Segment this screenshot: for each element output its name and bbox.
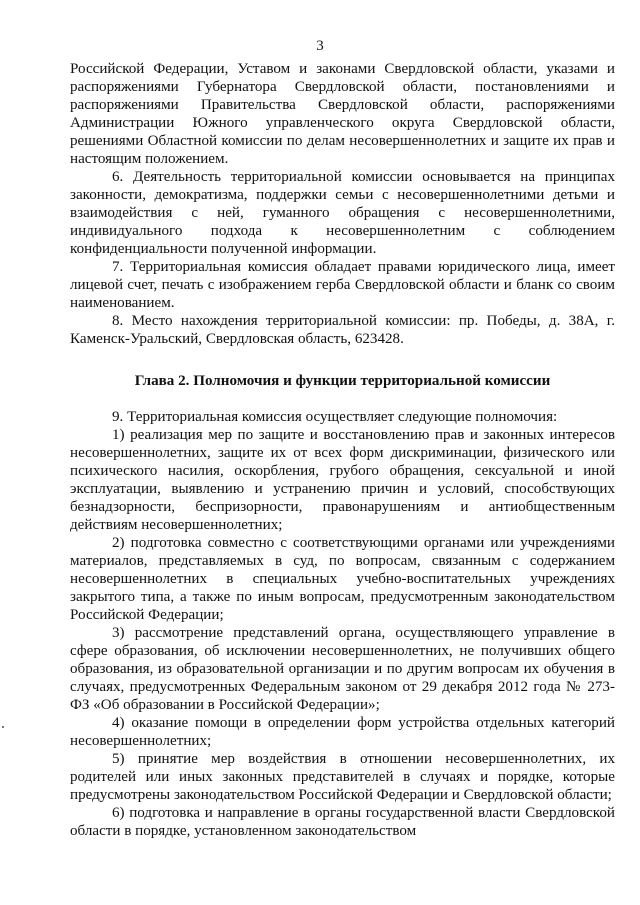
page-number: 3 [316,38,324,54]
clause-8: 8. Место нахождения территориальной комиссии: пр. Победы, д. 38А, г. Каменск-Уральский, Свердловская область, 623428. [70,313,615,347]
clause-7: 7. Территориальная комиссия обладает правами юридического лица, имеет лицевой счет, печать с изображением герба Свердловской области и бланк со своим наименованием. [70,259,615,311]
power-item-3: 3) рассмотрение представлений органа, осуществляющего управление в сфере образования, об исключении несовершеннолетних, не получивших общего образования, из образовательной организации и по другим вопросам их обучения в случаях, предусмотренных Федеральным законом от 29 декабря 2012 года № 273-ФЗ «Об образовании в Российской Федерации»; [70,625,615,713]
margin-mark [2,726,4,728]
document-body [70,60,615,840]
power-item-6: 6) подготовка и направление в органы государственной власти Свердловской области в порядке, установленном законодательством [70,805,615,839]
continuation-paragraph: Российской Федерации, Уставом и законами Свердловской области, указами и распоряжениями Губернатора Свердловской области, постановлениями и распоряжениями Правительства Свердловской области, распоряжениями Администрации Южного управленческого округа Свердловской области, решениями Областной комиссии по делам несовершеннолетних и защите их прав и настоящим положением. [70,61,615,167]
power-item-2: 2) подготовка совместно с соответствующими органами или учреждениями материалов, представляемых в суд, по вопросам, связанным с содержанием несовершеннолетних в специальных учебно-воспитательных учреждениях закрытого типа, а также по иным вопросам, предусмотренным законодательством Российской Федерации; [70,535,615,623]
chapter-heading: Глава 2. Полномочия и функции территориальной комиссии [134,373,551,389]
powers-intro: 9. Территориальная комиссия осуществляет следующие полномочия: [112,409,558,425]
power-item-5: 5) принятие мер воздействия в отношении несовершеннолетних, их родителей или иных законных представителей в случаях и порядке, которые предусмотрены законодательством Российской Федерации и Свердловской области; [70,751,615,803]
clause-6: 6. Деятельность территориальной комиссии основывается на принципах законности, демократизма, поддержки семьи с несовершеннолетними детьми и взаимодействия с ней, гуманного обращения с несовершеннолетними, индивидуального подхода к несовершеннолетним с соблюдением конфиденциальности полученной информации. [70,169,615,257]
power-item-4: 4) оказание помощи в определении форм устройства отдельных категорий несовершеннолетних; [70,715,615,749]
power-item-1: 1) реализация мер по защите и восстановлению прав и законных интересов несовершеннолетних, защите их от всех форм дискриминации, физического или психического насилия, оскорбления, грубого обращения, сексуальной и иной эксплуатации, выявлению и устранению причин и условий, способствующих безнадзорности, беспризорности, правонарушениям и антиобщественным действиям несовершеннолетних; [70,427,615,533]
